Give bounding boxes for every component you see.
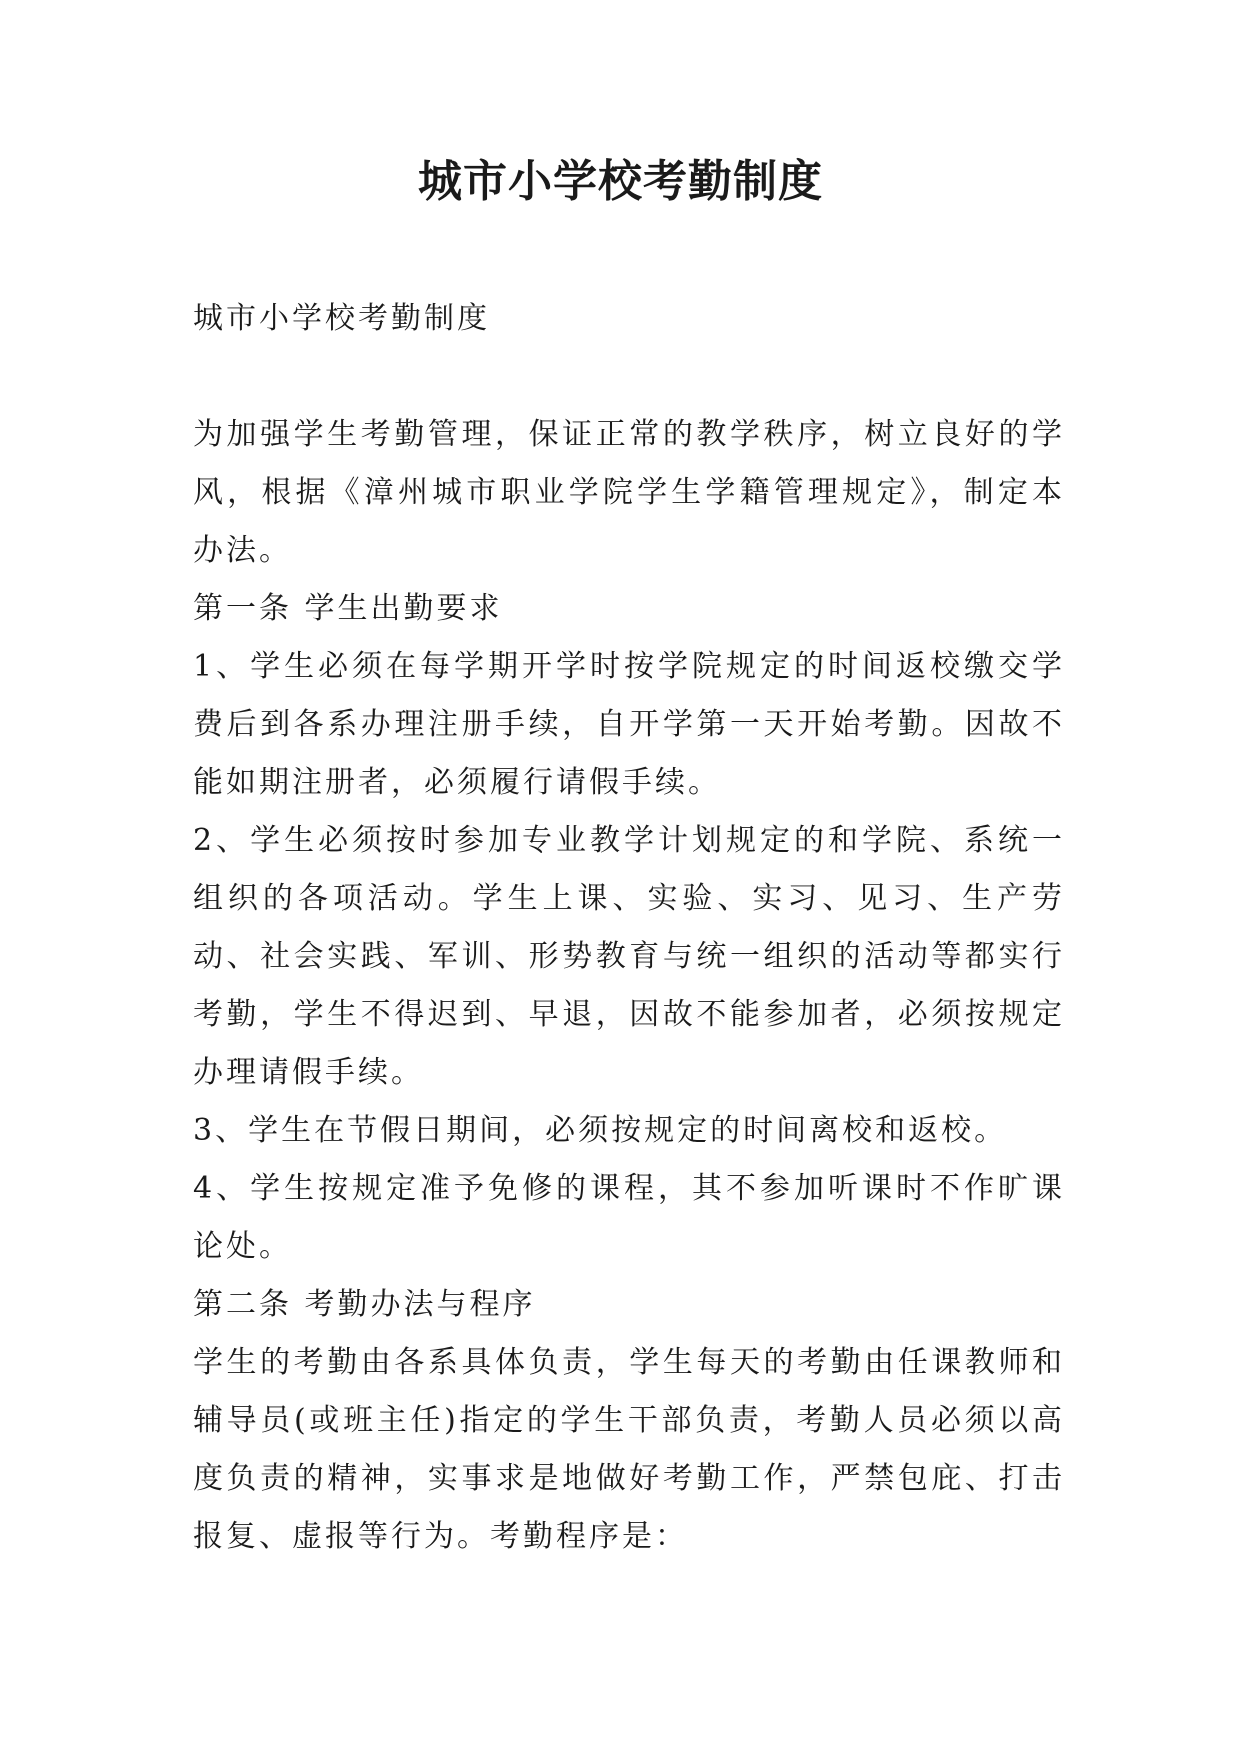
section-heading-1: 第一条 学生出勤要求 <box>193 591 503 626</box>
paragraph-item-4: 4、学生按规定准予免修的课程，其不参加听课时不作旷课论处。 <box>193 1171 1065 1264</box>
section-heading-2: 第二条 考勤办法与程序 <box>193 1287 536 1322</box>
document-title: 城市小学校考勤制度 <box>418 156 823 207</box>
document-subtitle: 城市小学校考勤制度 <box>193 301 490 336</box>
paragraph-item-2: 2、学生必须按时参加专业教学计划规定的和学院、系统一组织的各项活动。学生上课、实验、实习、见习、生产劳动、社会实践、军训、形势教育与统一组织的活动等都实行考勤，学生不得迟到、早退，因故不能参加者，必须按规定办理请假手续。 <box>193 823 1065 1090</box>
paragraph-item-3: 3、学生在节假日期间，必须按规定的时间离校和返校。 <box>193 1113 1008 1148</box>
paragraph-item-1: 1、学生必须在每学期开学时按学院规定的时间返校缴交学费后到各系办理注册手续，自开学第一天开始考勤。因故不能如期注册者，必须履行请假手续。 <box>193 649 1065 800</box>
paragraph-intro: 为加强学生考勤管理，保证正常的教学秩序，树立良好的学风，根据《漳州城市职业学院学生学籍管理规定》，制定本办法。 <box>193 417 1065 568</box>
paragraph-procedure: 学生的考勤由各系具体负责，学生每天的考勤由任课教师和辅导员(或班主任)指定的学生干部负责，考勤人员必须以高度负责的精神，实事求是地做好考勤工作，严禁包庇、打击报复、虚报等行为。考勤程序是： <box>193 1345 1065 1554</box>
document-body <box>193 290 1065 1566</box>
